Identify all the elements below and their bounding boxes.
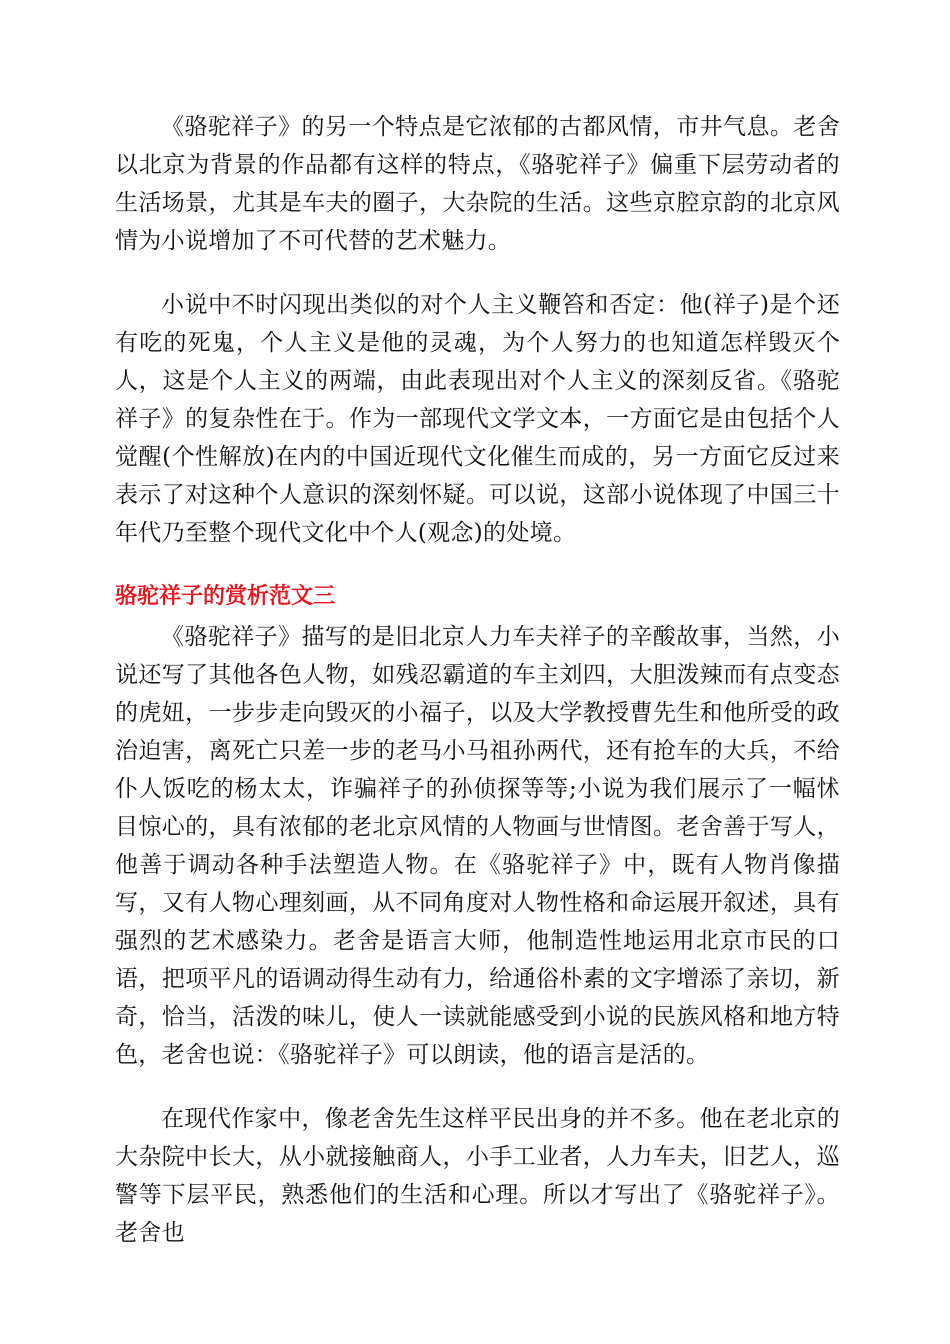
section-heading: 骆驼祥子的赏析范文三 — [115, 584, 336, 609]
paragraph-individualism: 小说中不时闪现出类似的对个人主义鞭笞和否定：他(祥子)是个还有吃的死鬼，个人主义是他的灵魂，为个人努力的也知道怎样毁灭个人，这是个人主义的两端，由此表现出对个人主义的深刻反省。《骆驼祥子》的复杂性在于。作为一部现代文学文本，一方面它是由包括个人觉醒(个性解放)在内的中国近现代文化催生而成的，另一方面它反过来表示了对这种个人意识的深刻怀疑。可以说，这部小说体现了中国三十年代乃至整个现代文化中个人(观念)的处境。 — [115, 292, 840, 546]
paragraph-author-background: 在现代作家中，像老舍先生这样平民出身的并不多。他在老北京的大杂院中长大，从小就接触商人，小手工业者，人力车夫，旧艺人，巡警等下层平民，熟悉他们的生活和心理。所以才写出了《骆驼祥子》。老舍也 — [115, 1106, 840, 1246]
paragraph-old-capital-style: 《骆驼祥子》的另一个特点是它浓郁的古都风情，市井气息。老舍以北京为背景的作品都有这样的特点，《骆驼祥子》偏重下层劳动者的生活场景，尤其是车夫的圈子，大杂院的生活。这些京腔京韵的北京风情为小说增加了不可代替的艺术魅力。 — [115, 114, 840, 254]
paragraph-characters: 《骆驼祥子》描写的是旧北京人力车夫祥子的辛酸故事，当然，小说还写了其他各色人物，如残忍霸道的车主刘四，大胆泼辣而有点变态的虎妞，一步步走向毁灭的小福子，以及大学教授曹先生和他所受的政治迫害，离死亡只差一步的老马小马祖孙两代，还有抢车的大兵，不给仆人饭吃的杨太太，诈骗祥子的孙侦探等等;小说为我们展示了一幅怵目惊心的，具有浓郁的老北京风情的人物画与世情图。老舍善于写人，他善于调动各种手法塑造人物。在《骆驼祥子》中，既有人物肖像描写，又有人物心理刻画，从不同角度对人物性格和命运展开叙述，具有强烈的艺术感染力。老舍是语言大师，他制造性地运用北京市民的口语，把项平凡的语调动得生动有力，给通俗朴素的文字增添了亲切，新奇，恰当，活泼的味儿，使人一读就能感受到小说的民族风格和地方特色，老舍也说：《骆驼祥子》可以朗读，他的语言是活的。 — [115, 624, 840, 1068]
